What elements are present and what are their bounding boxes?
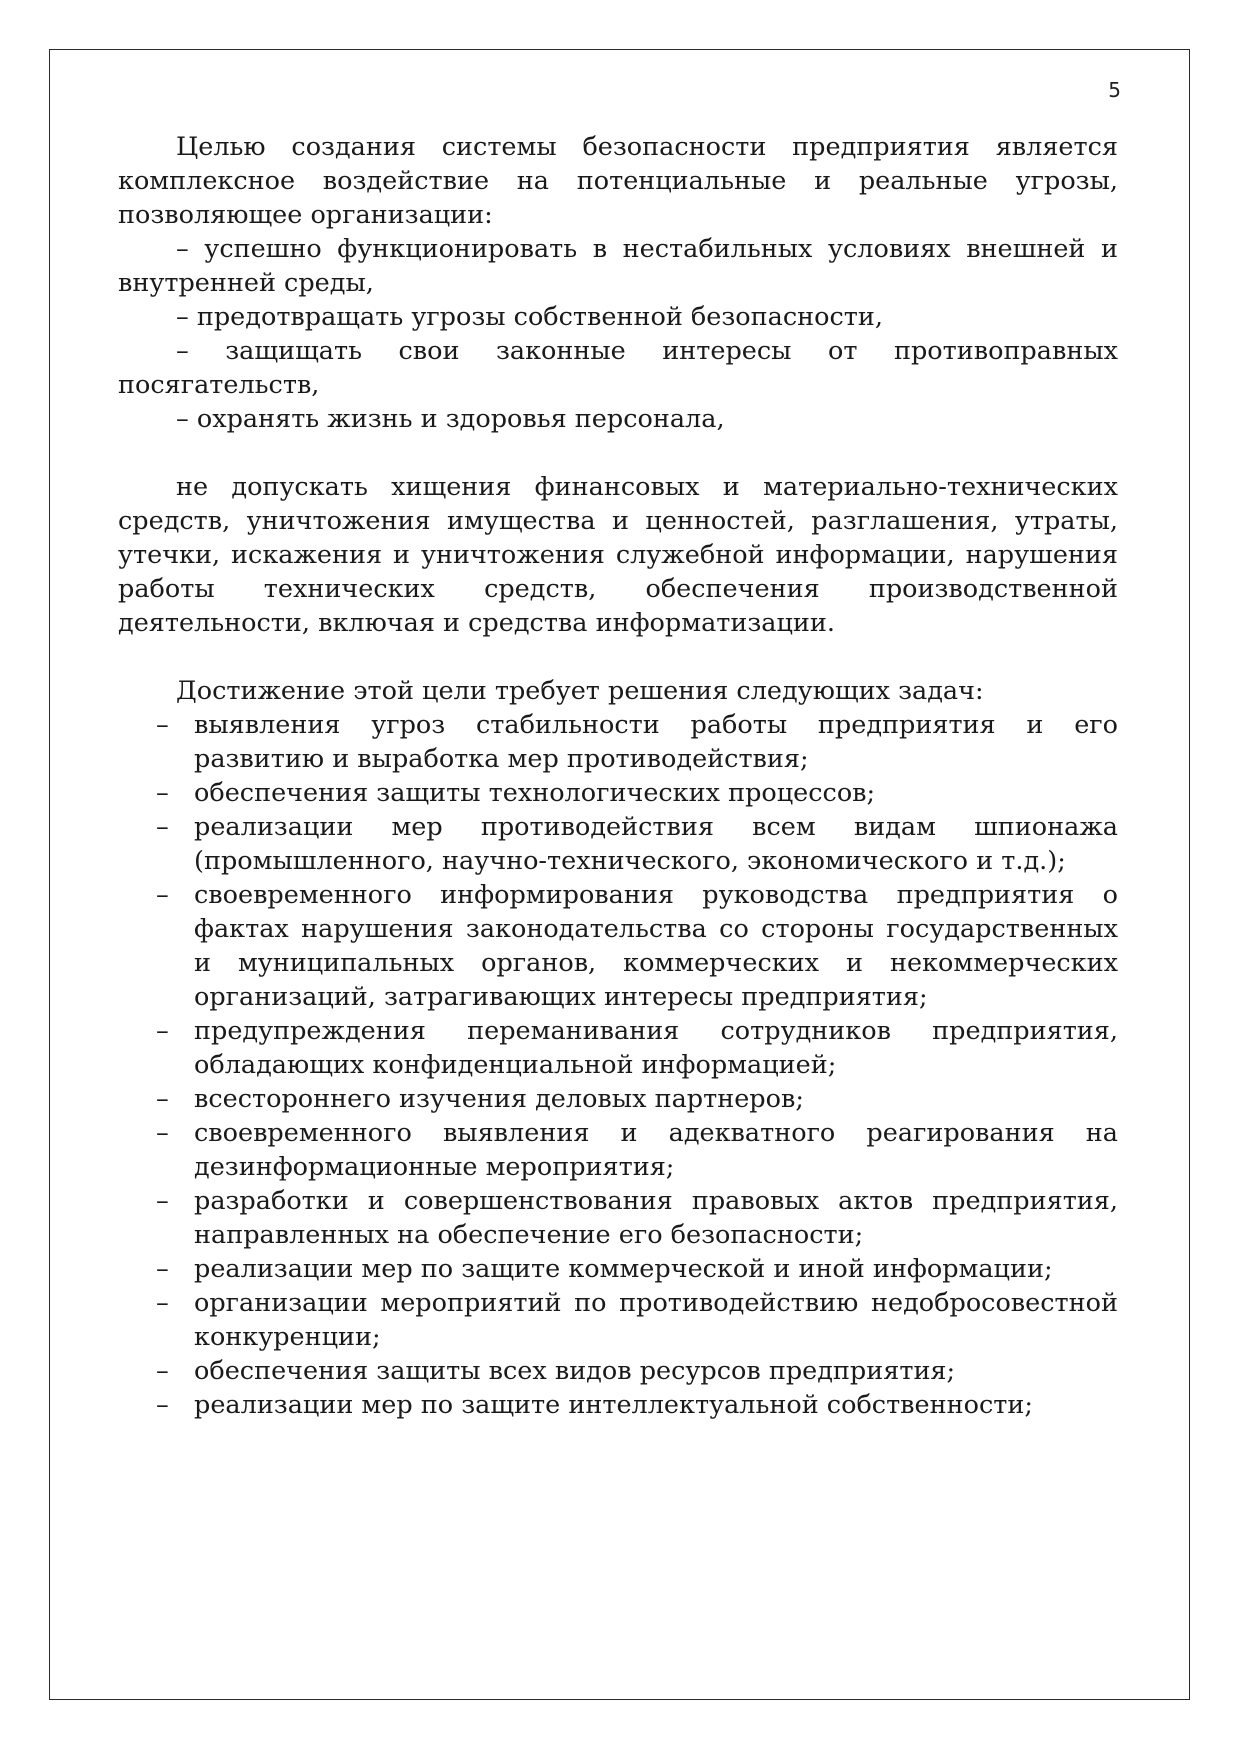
paragraph-gap: [118, 436, 1118, 470]
dash-bullet: –: [156, 1084, 169, 1114]
list-item: [118, 1116, 1118, 1184]
intro-item: – предотвращать угрозы собственной безопасности,: [176, 302, 883, 332]
list-item: [118, 810, 1118, 878]
dash-bullet: –: [156, 1186, 169, 1216]
list-item: [118, 1184, 1118, 1252]
list-item: [118, 1286, 1118, 1354]
tasks-list: [118, 708, 1118, 1422]
list-item: [118, 1082, 1118, 1116]
dash-bullet: –: [156, 812, 169, 842]
intro-paragraph: Целью создания системы безопасности предприятия является комплексное воздействие на потенциальные и реальные угрозы, позволяющее организации:: [118, 132, 1118, 230]
list-item: [118, 1388, 1118, 1422]
list-item-text: предупреждения переманивания сотрудников предприятия, обладающих конфиденциальной информацией;: [194, 1016, 1118, 1080]
list-item-text: своевременного выявления и адекватного реагирования на дезинформационные мероприятия;: [194, 1118, 1118, 1182]
list-item-text: реализации мер по защите коммерческой и иной информации;: [194, 1254, 1053, 1284]
dash-bullet: –: [156, 1118, 169, 1148]
list-item: [118, 1014, 1118, 1082]
dash-bullet: –: [156, 1288, 169, 1318]
list-item-text: выявления угроз стабильности работы предприятия и его развитию и выработка мер противодействия;: [194, 710, 1118, 774]
list-item-text: разработки и совершенствования правовых актов предприятия, направленных на обеспечение его безопасности;: [194, 1186, 1118, 1250]
list-item-text: организации мероприятий по противодействию недобросовестной конкуренции;: [194, 1288, 1118, 1352]
list-item: [118, 776, 1118, 810]
second-paragraph: не допускать хищения финансовых и материально-технических средств, уничтожения имущества и ценностей, разглашения, утраты, утечки, искажения и уничтожения служебной информации, нарушения работы технических средств, обеспечения производственной деятельности, включая и средства информатизации.: [118, 472, 1118, 638]
dash-bullet: –: [156, 1016, 169, 1046]
intro-item: – успешно функционировать в нестабильных условиях внешней и внутренней среды,: [118, 234, 1118, 298]
list-item-text: своевременного информирования руководства предприятия о фактах нарушения законодательства со стороны государственных и муниципальных органов, коммерческих и некоммерческих организаций, затрагивающих интересы предприятия;: [194, 880, 1118, 1012]
dash-bullet: –: [156, 1390, 169, 1420]
document-body: [118, 130, 1118, 1422]
list-item-text: обеспечения защиты всех видов ресурсов предприятия;: [194, 1356, 956, 1386]
list-item: [118, 878, 1118, 1014]
intro-item: – охранять жизнь и здоровья персонала,: [176, 404, 725, 434]
page-number: 5: [1108, 78, 1121, 102]
dash-bullet: –: [156, 1356, 169, 1386]
list-item-text: реализации мер противодействия всем видам шпионажа (промышленного, научно-технического, экономического и т.д.);: [194, 812, 1118, 876]
list-item-text: обеспечения защиты технологических процессов;: [194, 778, 876, 808]
tasks-lead: Достижение этой цели требует решения следующих задач:: [176, 676, 984, 706]
dash-bullet: –: [156, 880, 169, 910]
list-item: [118, 1354, 1118, 1388]
intro-item: – защищать свои законные интересы от противоправных посягательств,: [118, 336, 1118, 400]
list-item: [118, 708, 1118, 776]
dash-bullet: –: [156, 710, 169, 740]
list-item-text: всестороннего изучения деловых партнеров;: [194, 1084, 804, 1114]
dash-bullet: –: [156, 1254, 169, 1284]
paragraph-gap: [118, 640, 1118, 674]
dash-bullet: –: [156, 778, 169, 808]
list-item-text: реализации мер по защите интеллектуальной собственности;: [194, 1390, 1033, 1420]
list-item: [118, 1252, 1118, 1286]
